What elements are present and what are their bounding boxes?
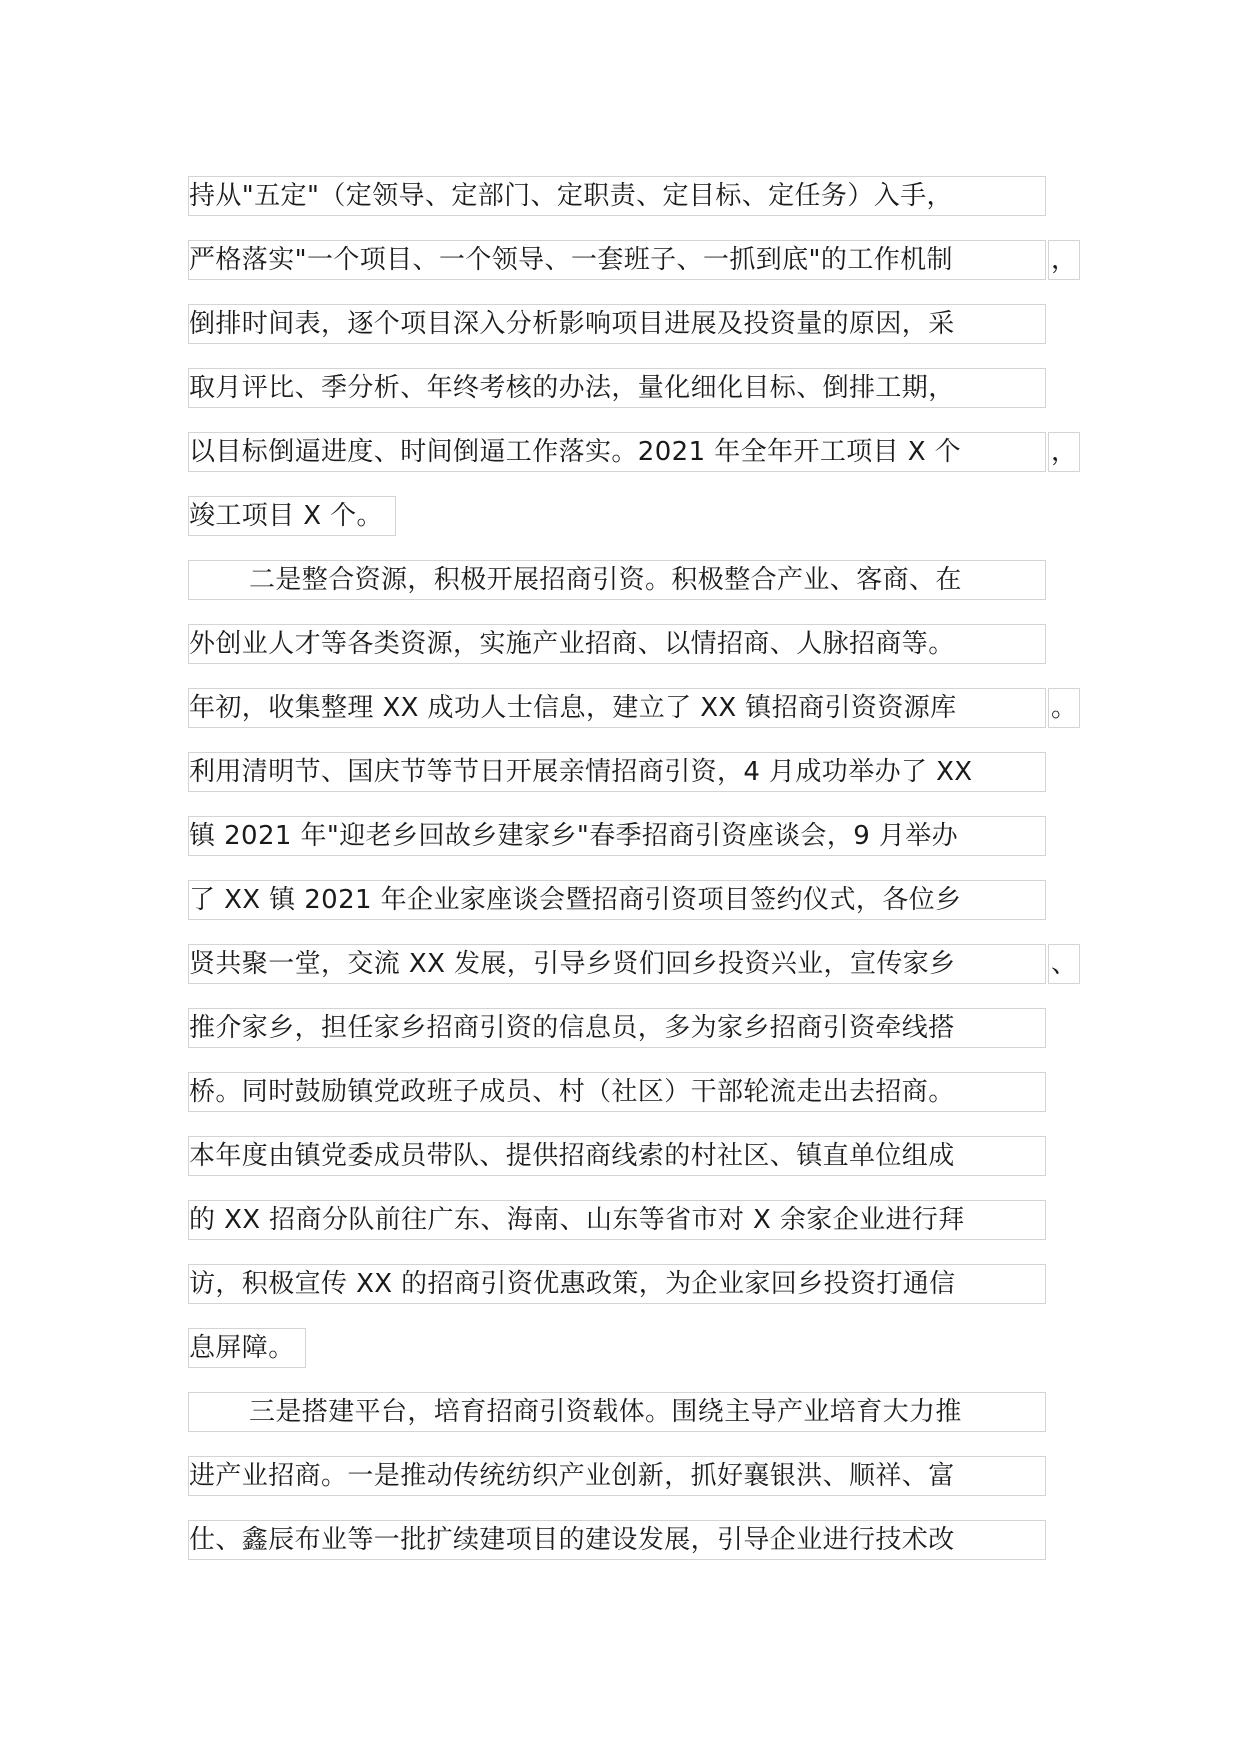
line-text: 推介家乡，担任家乡招商引资的信息员，多为家乡招商引资牵线搭 (188, 1008, 1046, 1048)
text-line (188, 938, 1088, 1002)
line-end-punctuation: ， (1048, 240, 1080, 280)
text-line (188, 1322, 1088, 1386)
line-text: 仕、鑫辰布业等一批扩续建项目的建设发展，引导企业进行技术改 (188, 1520, 1046, 1560)
line-text: 持从"五定"（定领导、定部门、定职责、定目标、定任务）入手， (188, 176, 1046, 216)
line-text: 利用清明节、国庆节等节日开展亲情招商引资，4 月成功举办了 XX (188, 752, 1046, 792)
text-line (188, 1002, 1088, 1066)
text-line (188, 234, 1088, 298)
text-line (188, 362, 1088, 426)
line-end-punctuation: 。 (1048, 688, 1080, 728)
text-line (188, 810, 1088, 874)
text-line (188, 1514, 1088, 1578)
line-text: 倒排时间表，逐个项目深入分析影响项目进展及投资量的原因，采 (188, 304, 1046, 344)
text-line (188, 1194, 1088, 1258)
text-line (188, 1130, 1088, 1194)
line-text: 息屏障。 (188, 1328, 306, 1368)
text-line (188, 1066, 1088, 1130)
text-line (188, 298, 1088, 362)
document-body (188, 170, 1088, 1578)
text-line (188, 1450, 1088, 1514)
line-text: 严格落实"一个项目、一个领导、一套班子、一抓到底"的工作机制 (188, 240, 1046, 280)
line-text: 二是整合资源，积极开展招商引资。积极整合产业、客商、在 (188, 560, 1046, 600)
line-text: 镇 2021 年"迎老乡回故乡建家乡"春季招商引资座谈会，9 月举办 (188, 816, 1046, 856)
line-end-punctuation: ， (1048, 432, 1080, 472)
line-text: 竣工项目 X 个。 (188, 496, 396, 536)
text-line (188, 426, 1088, 490)
line-text: 以目标倒逼进度、时间倒逼工作落实。2021 年全年开工项目 X 个 (188, 432, 1046, 472)
line-text: 进产业招商。一是推动传统纺织产业创新，抓好襄银洪、顺祥、富 (188, 1456, 1046, 1496)
text-line (188, 874, 1088, 938)
line-text: 了 XX 镇 2021 年企业家座谈会暨招商引资项目签约仪式，各位乡 (188, 880, 1046, 920)
line-text: 外创业人才等各类资源，实施产业招商、以情招商、人脉招商等。 (188, 624, 1046, 664)
paragraph-start-line (188, 1386, 1088, 1450)
text-line (188, 618, 1088, 682)
line-text: 三是搭建平台，培育招商引资载体。围绕主导产业培育大力推 (188, 1392, 1046, 1432)
line-text: 贤共聚一堂，交流 XX 发展，引导乡贤们回乡投资兴业，宣传家乡 (188, 944, 1046, 984)
line-end-punctuation: 、 (1048, 944, 1080, 984)
text-line (188, 490, 1088, 554)
text-line (188, 682, 1088, 746)
text-line (188, 746, 1088, 810)
line-text: 本年度由镇党委成员带队、提供招商线索的村社区、镇直单位组成 (188, 1136, 1046, 1176)
line-text: 桥。同时鼓励镇党政班子成员、村（社区）干部轮流走出去招商。 (188, 1072, 1046, 1112)
text-line (188, 170, 1088, 234)
paragraph-start-line (188, 554, 1088, 618)
line-text: 的 XX 招商分队前往广东、海南、山东等省市对 X 余家企业进行拜 (188, 1200, 1046, 1240)
line-text: 取月评比、季分析、年终考核的办法，量化细化目标、倒排工期， (188, 368, 1046, 408)
line-text: 访，积极宣传 XX 的招商引资优惠政策，为企业家回乡投资打通信 (188, 1264, 1046, 1304)
line-text: 年初，收集整理 XX 成功人士信息，建立了 XX 镇招商引资资源库 (188, 688, 1046, 728)
text-line (188, 1258, 1088, 1322)
